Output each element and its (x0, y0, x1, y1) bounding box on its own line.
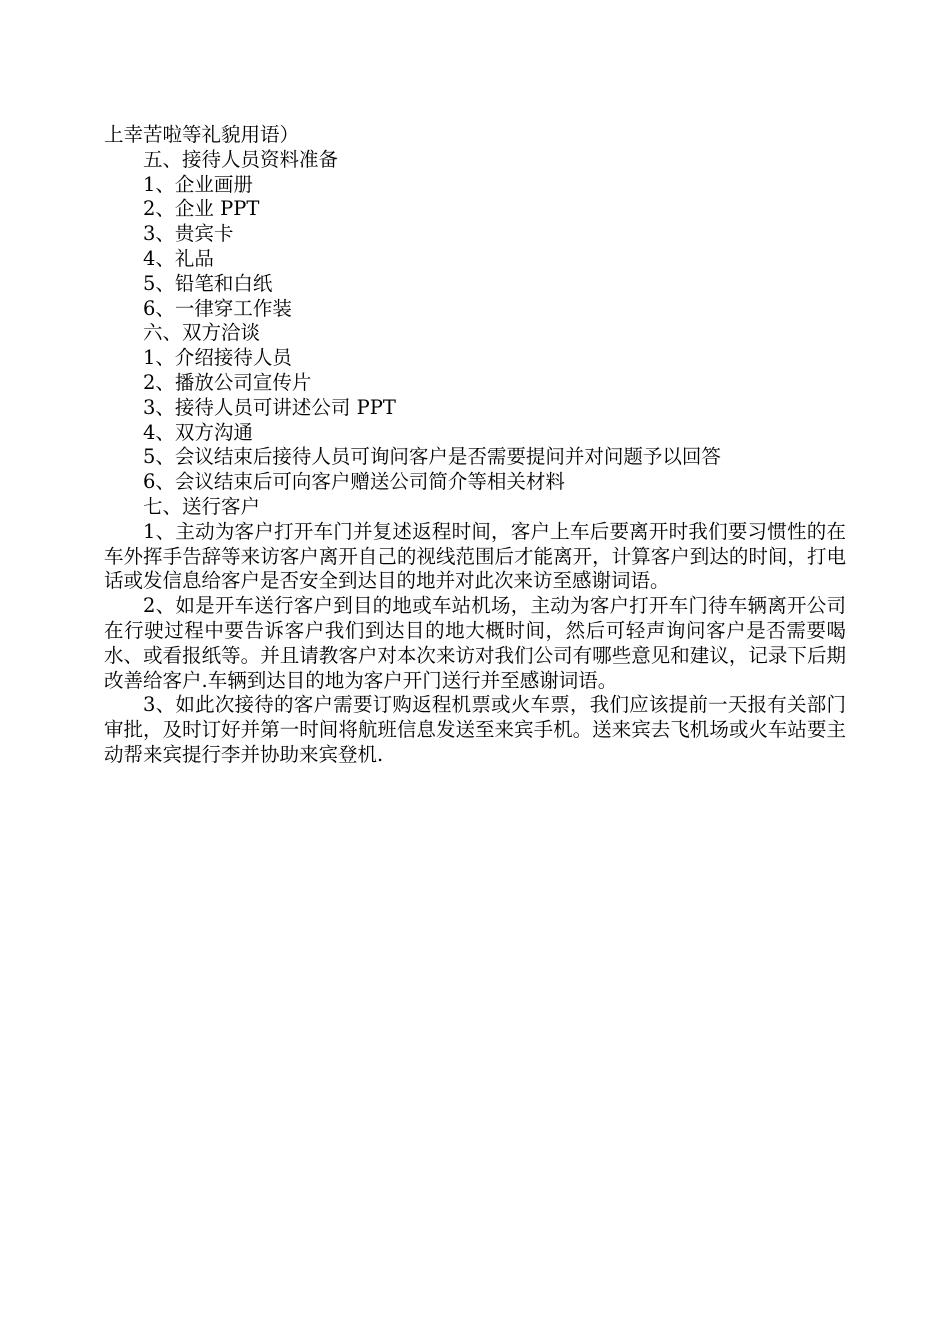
list-item: 5、铅笔和白纸 (143, 271, 273, 295)
section-5-heading: 五、接待人员资料准备 (143, 147, 339, 171)
list-item: 2、播放公司宣传片 (143, 370, 312, 394)
list-item: 2、企业 PPT (143, 197, 260, 221)
paragraph: 1、主动为客户打开车门并复述返程时间，客户上车后要离开时我们要习惯性的在车外挥手告辞等来访客户离开自己的视线范围后才能离开，计算客户到达的时间，打电话或发信息给客户是否安全到达目的地并对此次来访至感谢词语。 (104, 519, 846, 593)
section-6-heading: 六、双方洽谈 (143, 321, 261, 345)
list-item: 1、企业画册 (143, 172, 253, 196)
list-item: 3、接待人员可讲述公司 PPT (143, 395, 396, 419)
section-7-heading: 七、送行客户 (143, 494, 261, 518)
list-item: 5、会议结束后接待人员可询问客户是否需要提问并对问题予以回答 (143, 445, 721, 469)
list-item: 6、会议结束后可向客户赠送公司简介等相关材料 (143, 470, 565, 494)
list-item: 4、双方沟通 (143, 420, 253, 444)
paragraph: 3、如此次接待的客户需要订购返程机票或火车票，我们应该提前一天报有关部门审批，及时订好并第一时间将航班信息发送至来宾手机。送来宾去飞机场或火车站要主动帮来宾提行李并协助来宾登机. (104, 693, 846, 766)
continuation-line: 上幸苦啦等礼貌用语） (104, 123, 300, 146)
list-item: 4、礼品 (143, 246, 214, 270)
paragraph: 2、如是开车送行客户到目的地或车站机场，主动为客户打开车门待车辆离开公司在行驶过程中要告诉客户我们到达目的地大概时间，然后可轻声询问客户是否需要喝水、或看报纸等。并且请教客户对本次来访对我们公司有哪些意见和建议，记录下后期改善给客户.车辆到达目的地为客户开门送行并至感谢词语。 (104, 594, 846, 692)
list-item: 1、介绍接待人员 (143, 346, 292, 370)
list-item: 3、贵宾卡 (143, 222, 234, 246)
document-body (104, 123, 846, 768)
list-item: 6、一律穿工作装 (143, 296, 292, 320)
